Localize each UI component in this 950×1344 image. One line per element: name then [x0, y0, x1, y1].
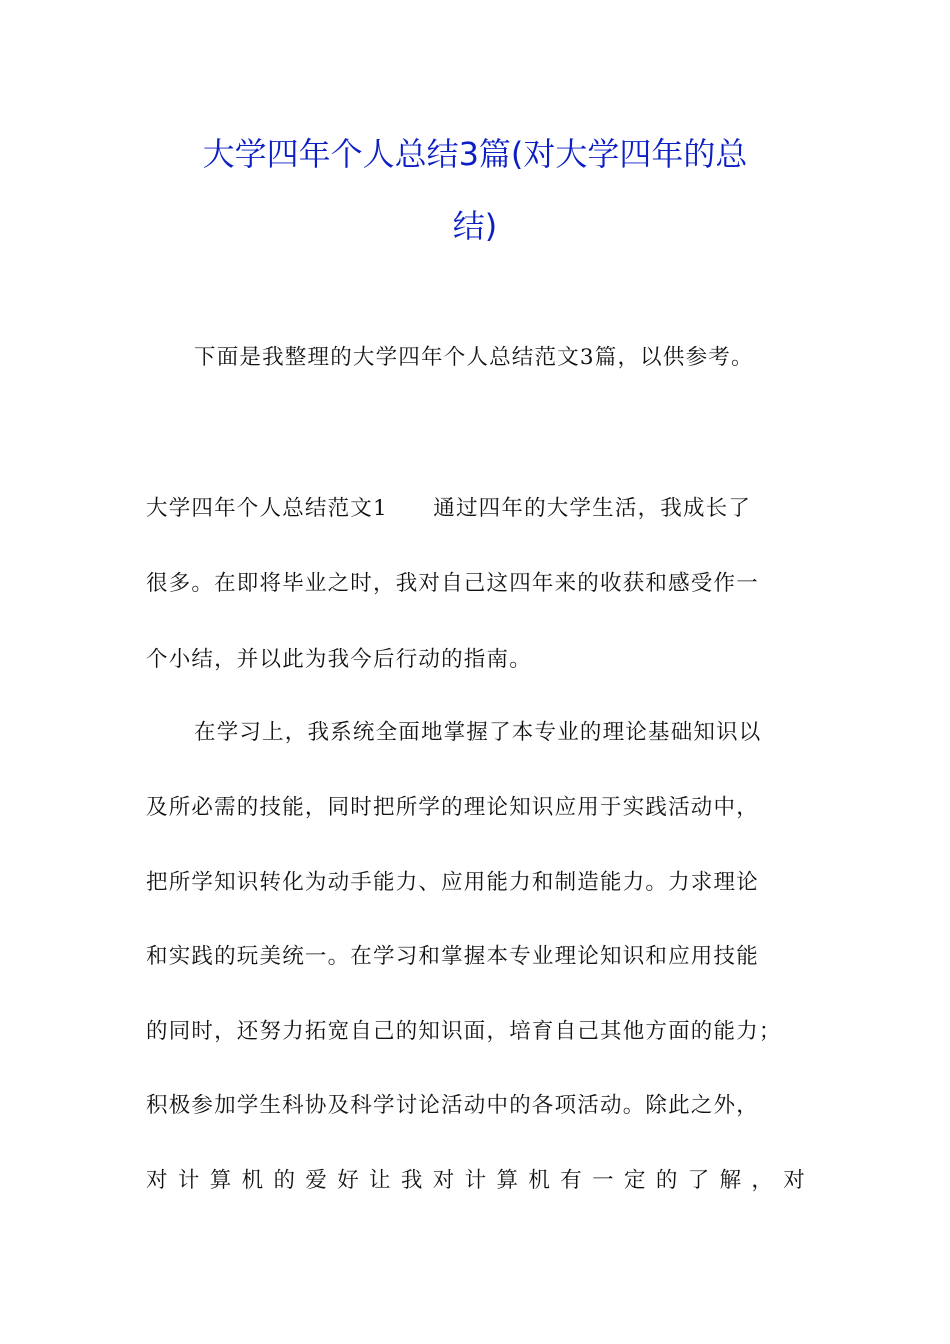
document-title-line2: 结) [452, 207, 498, 245]
body-line: 对计算机的爱好让我对计算机有一定的了解，对 [146, 1168, 806, 1193]
intro-paragraph: 下面是我整理的大学四年个人总结范文3篇，以供参考。 [194, 345, 754, 370]
document-title-line1: 大学四年个人总结3篇(对大学四年的总 [202, 135, 748, 173]
body-line: 大学四年个人总结范文1 通过四年的大学生活，我成长了 [146, 496, 752, 521]
body-line: 很多。在即将毕业之时，我对自己这四年来的收获和感受作一 [146, 571, 759, 596]
body-line: 的同时，还努力拓宽自己的知识面，培育自己其他方面的能力； [146, 1019, 782, 1044]
body-line: 在学习上，我系统全面地掌握了本专业的理论基础知识以 [194, 720, 762, 745]
body-line: 个小结，并以此为我今后行动的指南。 [146, 647, 532, 672]
body-line: 把所学知识转化为动手能力、应用能力和制造能力。力求理论 [146, 870, 759, 895]
body-line: 积极参加学生科协及科学讨论活动中的各项活动。除此之外， [146, 1093, 759, 1118]
body-line: 及所必需的技能，同时把所学的理论知识应用于实践活动中， [146, 795, 759, 820]
body-line: 和实践的玩美统一。在学习和掌握本专业理论知识和应用技能 [146, 944, 759, 969]
